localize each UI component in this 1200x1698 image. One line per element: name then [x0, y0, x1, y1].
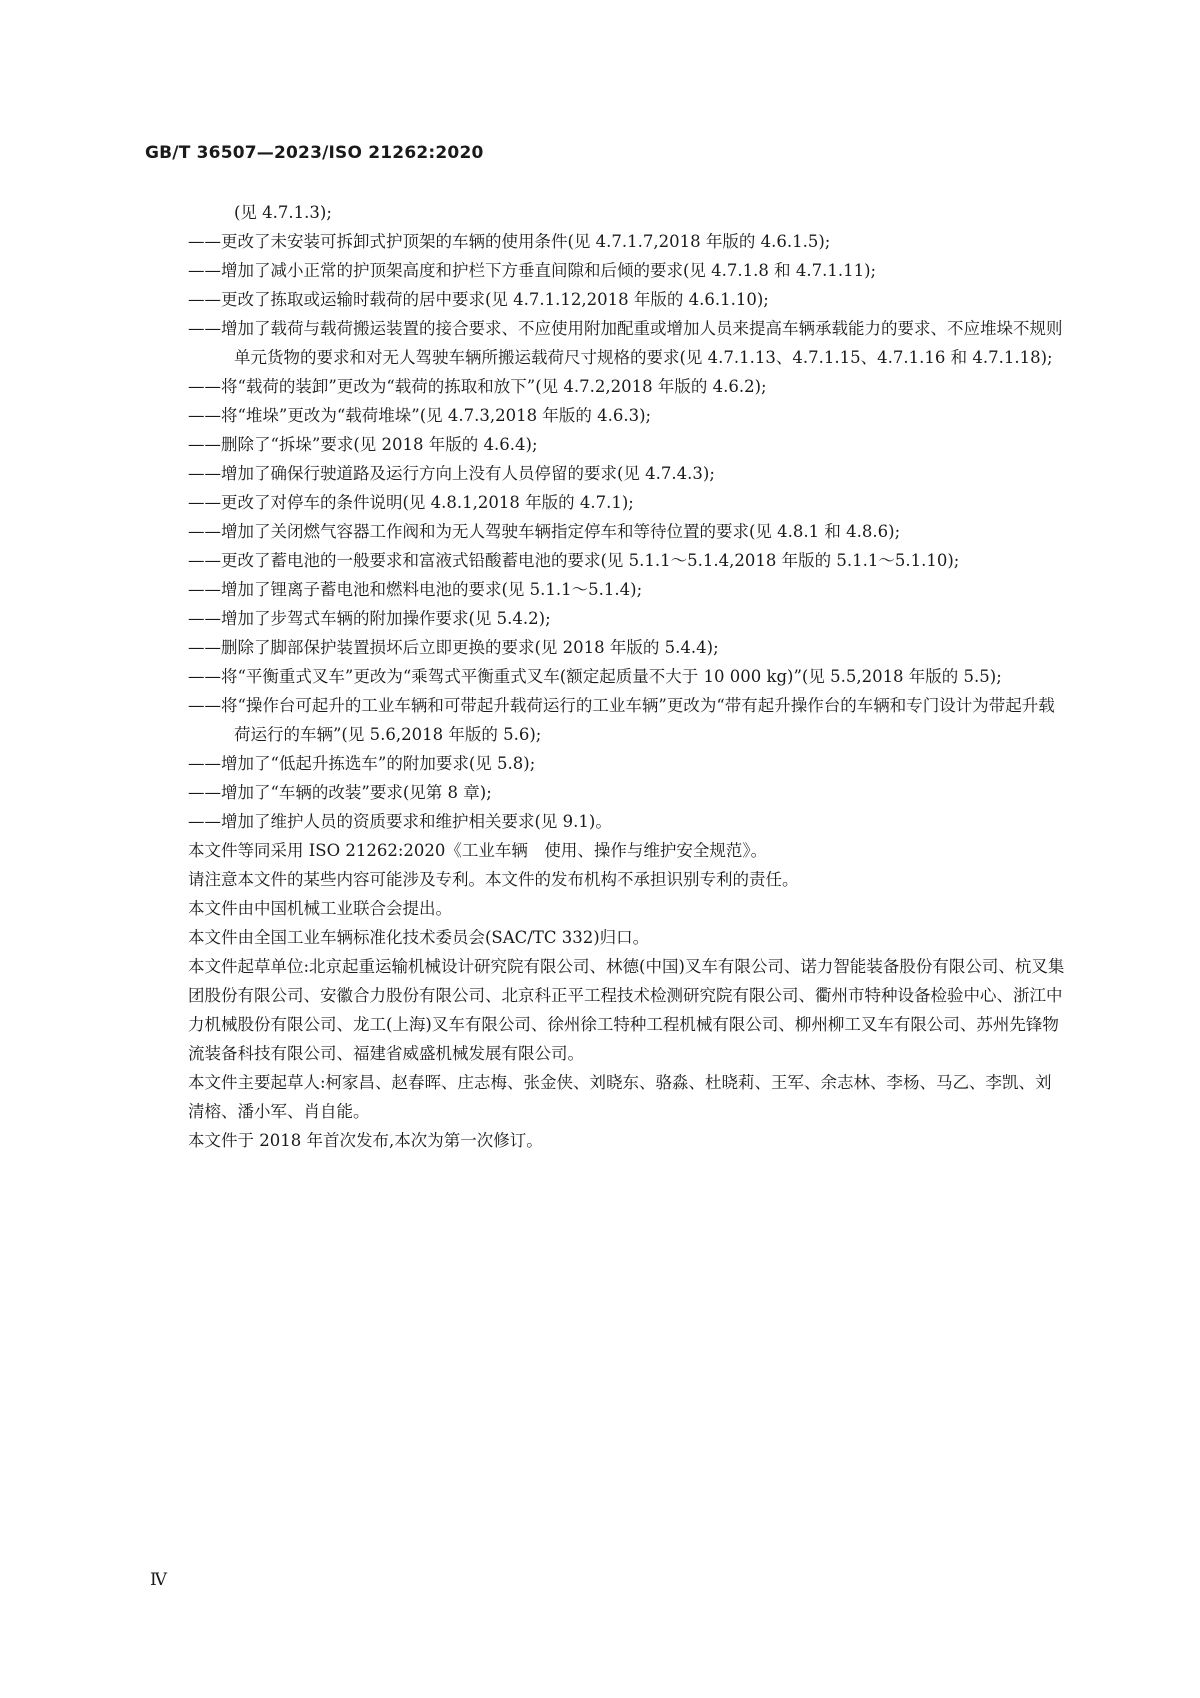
publication-history: 本文件于 2018 年首次发布,本次为第一次修订。: [188, 1131, 543, 1150]
change-item: ——更改了未安装可拆卸式护顶架的车辆的使用条件(见 4.7.1.7,2018 年版的 4.6.1.5);: [188, 232, 831, 251]
change-item: ——增加了“低起升拣选车”的附加要求(见 5.8);: [188, 754, 536, 773]
standard-code-header: GB/T 36507—2023/ISO 21262:2020: [145, 143, 484, 163]
patent-notice: 请注意本文件的某些内容可能涉及专利。本文件的发布机构不承担识别专利的责任。: [188, 870, 799, 889]
drafting-units: 本文件起草单位:北京起重运输机械设计研究院有限公司、林德(中国)叉车有限公司、诺力智能装备股份有限公司、杭叉集团股份有限公司、安徽合力股份有限公司、北京科正平工程技术检测研究院有限公司、衢州市特种设备检验中心、浙江中力机械股份有限公司、龙工(上海)叉车有限公司、徐州徐工特种工程机械有限公司、柳州柳工叉车有限公司、苏州先锋物流装备科技有限公司、福建省威盛机械发展有限公司。: [188, 957, 1065, 1063]
change-item: ——增加了确保行驶道路及运行方向上没有人员停留的要求(见 4.7.4.3);: [188, 464, 715, 483]
change-item: ——更改了拣取或运输时载荷的居中要求(见 4.7.1.12,2018 年版的 4.6.1.10);: [188, 290, 769, 309]
change-item: ——增加了关闭燃气容器工作阀和为无人驾驶车辆指定停车和等待位置的要求(见 4.8.1 和 4.8.6);: [188, 522, 901, 541]
change-item-continued: (见 4.7.1.3);: [234, 203, 332, 222]
managed-by-statement: 本文件由全国工业车辆标准化技术委员会(SAC/TC 332)归口。: [188, 928, 650, 947]
change-item: ——增加了步驾式车辆的附加操作要求(见 5.4.2);: [188, 609, 551, 628]
change-item: ——增加了减小正常的护顶架高度和护栏下方垂直间隙和后倾的要求(见 4.7.1.8 和 4.7.1.11);: [188, 261, 877, 280]
foreword-content: [188, 198, 1068, 1155]
change-item: ——增加了维护人员的资质要求和维护相关要求(见 9.1)。: [188, 812, 612, 831]
change-item: ——将“堆垛”更改为“载荷堆垛”(见 4.7.3,2018 年版的 4.6.3);: [188, 406, 652, 425]
change-item: ——增加了锂离子蓄电池和燃料电池的要求(见 5.1.1～5.1.4);: [188, 580, 643, 599]
change-list: [188, 198, 1068, 836]
change-item: ——将“载荷的装卸”更改为“载荷的拣取和放下”(见 4.7.2,2018 年版的 4.6.2);: [188, 377, 767, 396]
equivalence-statement: 本文件等同采用 ISO 21262:2020《工业车辆 使用、操作与维护安全规范》。: [188, 841, 768, 860]
change-item: ——更改了对停车的条件说明(见 4.8.1,2018 年版的 4.7.1);: [188, 493, 634, 512]
proposed-by-statement: 本文件由中国机械工业联合会提出。: [188, 899, 452, 918]
change-item: ——删除了脚部保护装置损坏后立即更换的要求(见 2018 年版的 5.4.4);: [188, 638, 719, 657]
change-item: ——将“操作台可起升的工业车辆和可带起升载荷运行的工业车辆”更改为“带有起升操作台的车辆和专门设计为带起升载荷运行的车辆”(见 5.6,2018 年版的 5.6);: [188, 696, 1055, 744]
change-item: ——增加了“车辆的改装”要求(见第 8 章);: [188, 783, 492, 802]
change-item: ——删除了“拆垛”要求(见 2018 年版的 4.6.4);: [188, 435, 538, 454]
change-item: ——将“平衡重式叉车”更改为“乘驾式平衡重式叉车(额定起质量不大于 10 000 kg)”(见 5.5,2018 年版的 5.5);: [188, 667, 1002, 686]
change-item: ——更改了蓄电池的一般要求和富液式铅酸蓄电池的要求(见 5.1.1～5.1.4,2018 年版的 5.1.1～5.1.10);: [188, 551, 960, 570]
main-drafters: 本文件主要起草人:柯家昌、赵春晖、庄志梅、张金侠、刘晓东、骆淼、杜晓莉、王军、余志林、李杨、马乙、李凯、刘清榕、潘小军、肖自能。: [188, 1073, 1052, 1121]
page-number: Ⅳ: [150, 1570, 167, 1590]
change-item: ——增加了载荷与载荷搬运装置的接合要求、不应使用附加配重或增加人员来提高车辆承载能力的要求、不应堆垛不规则单元货物的要求和对无人驾驶车辆所搬运载荷尺寸规格的要求(见 4.7.1.13、4.7.1.15、4.7.1.16 和 4.7.1.18);: [188, 319, 1063, 367]
